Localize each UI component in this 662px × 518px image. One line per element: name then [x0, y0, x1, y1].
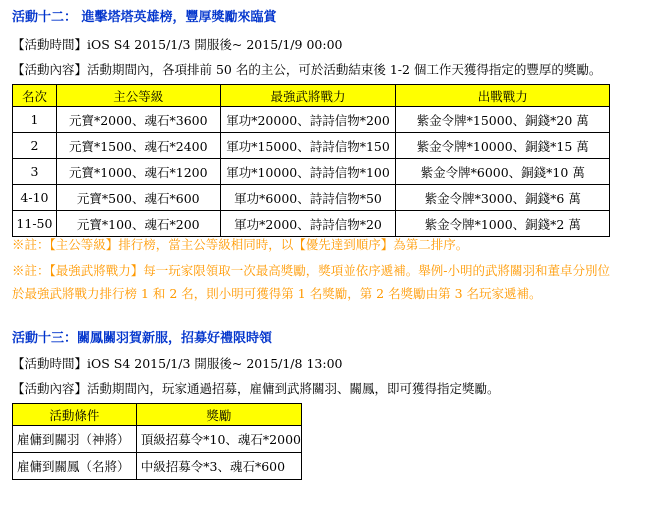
- table-row: [13, 211, 610, 237]
- note-lord-level-ranking: ※註：【主公等級】排行榜，當主公等級相同時，以【優先達到順序】為第二排序。: [12, 237, 469, 252]
- header-reward: 獎勵: [136, 404, 301, 426]
- general-reward-cell: 軍功*6000、詩詩信物*50: [220, 185, 396, 211]
- lord-level-reward-cell: 元寶*100、魂石*200: [56, 211, 220, 237]
- header-condition: 活動條件: [13, 404, 137, 426]
- reward-cell: 中級招募令*3、魂石*600: [136, 453, 301, 480]
- reward-cell: 頂級招募令*10、魂石*2000: [136, 426, 301, 453]
- section13-time: 【活動時間】iOS S4 2015/1/3 開服後~ 2015/1/8 13:00: [12, 356, 343, 371]
- table-header-row: [13, 404, 302, 426]
- rank-cell: 4-10: [13, 185, 57, 211]
- table-row: [13, 185, 610, 211]
- lord-level-reward-cell: 元寶*1500、魂石*2400: [56, 133, 220, 159]
- rank-cell: 1: [13, 107, 57, 133]
- battle-power-reward-cell: 紫金令牌*3000、銅錢*6 萬: [396, 185, 610, 211]
- ranking-rewards-table: [12, 84, 610, 237]
- header-lord-level: 主公等級: [56, 85, 220, 107]
- battle-power-reward-cell: 紫金令牌*6000、銅錢*10 萬: [396, 159, 610, 185]
- section12-time: 【活動時間】iOS S4 2015/1/3 開服後~ 2015/1/9 00:00: [12, 37, 343, 52]
- table-row: [13, 133, 610, 159]
- rank-cell: 11-50: [13, 211, 57, 237]
- lord-level-reward-cell: 元寶*1000、魂石*1200: [56, 159, 220, 185]
- section12-content: 【活動內容】活動期間內，各項排前 50 名的主公，可於活動結束後 1-2 個工作天獲得指定的豐厚的獎勵。: [12, 62, 602, 77]
- table-row: [13, 107, 610, 133]
- condition-cell: 雇傭到關鳳（名將）: [13, 453, 137, 480]
- header-strongest-general: 最強武將戰力: [220, 85, 396, 107]
- general-reward-cell: 軍功*2000、詩詩信物*20: [220, 211, 396, 237]
- section13-content: 【活動內容】活動期間內，玩家通過招募，雇傭到武將關羽、關鳳，即可獲得指定獎勵。: [12, 381, 500, 396]
- lord-level-reward-cell: 元寶*2000、魂石*3600: [56, 107, 220, 133]
- recruit-rewards-table: [12, 403, 302, 480]
- header-rank: 名次: [13, 85, 57, 107]
- rank-cell: 2: [13, 133, 57, 159]
- header-battle-power: 出戰戰力: [396, 85, 610, 107]
- battle-power-reward-cell: 紫金令牌*15000、銅錢*20 萬: [396, 107, 610, 133]
- section12-title: 活動十二： 進擊塔塔英雄榜，豐厚獎勵來臨賞: [12, 10, 277, 25]
- general-reward-cell: 軍功*15000、詩詩信物*150: [220, 133, 396, 159]
- condition-cell: 雇傭到關羽（神將）: [13, 426, 137, 453]
- battle-power-reward-cell: 紫金令牌*10000、銅錢*15 萬: [396, 133, 610, 159]
- rank-cell: 3: [13, 159, 57, 185]
- battle-power-reward-cell: 紫金令牌*1000、銅錢*2 萬: [396, 211, 610, 237]
- general-reward-cell: 軍功*10000、詩詩信物*100: [220, 159, 396, 185]
- note-strongest-general-line2: 於最強武將戰力排行榜 1 和 2 名，則小明可獲得第 1 名獎勵，第 2 名獎勵由第 3 名玩家遞補。: [12, 286, 542, 301]
- lord-level-reward-cell: 元寶*500、魂石*600: [56, 185, 220, 211]
- note-strongest-general-line1: ※註：【最強武將戰力】每一玩家限領取一次最高獎勵，獎項並依序遞補。舉例-小明的武將關羽和董卓分別位: [12, 263, 610, 278]
- table-row: [13, 159, 610, 185]
- table-row: [13, 453, 302, 480]
- section13-title: 活動十三：關鳳關羽賀新服，招募好禮限時領: [12, 331, 273, 346]
- general-reward-cell: 軍功*20000、詩詩信物*200: [220, 107, 396, 133]
- table-header-row: [13, 85, 610, 107]
- table-row: [13, 426, 302, 453]
